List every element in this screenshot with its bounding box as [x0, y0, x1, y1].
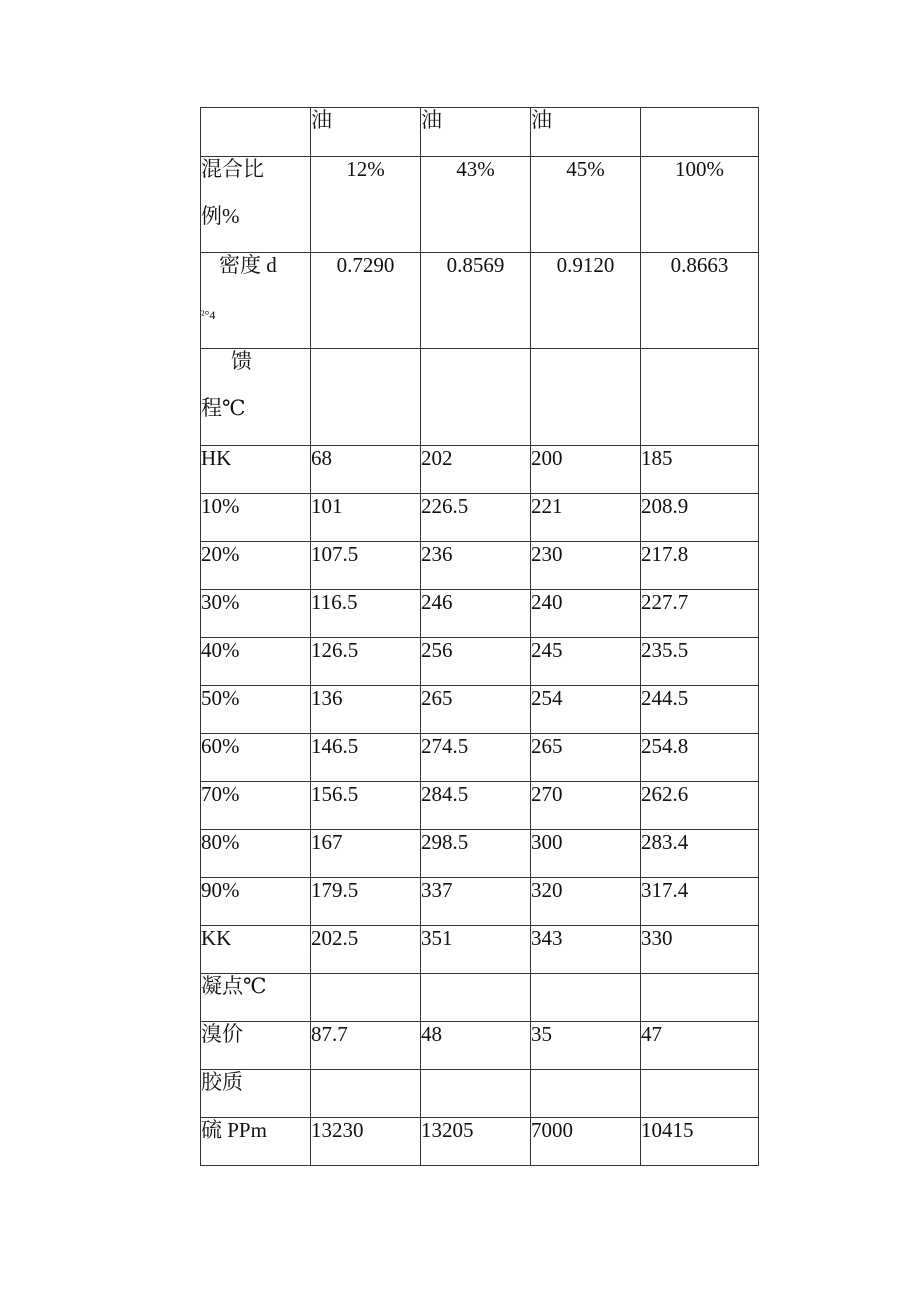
distillation-point-value: 254.8 — [641, 734, 759, 782]
distillation-point-value: 351 — [421, 926, 531, 974]
property-value: 10415 — [641, 1118, 759, 1166]
header-cell-blend — [641, 108, 759, 157]
distillation-point-label: 60% — [201, 734, 311, 782]
distillation-point-value: 284.5 — [421, 782, 531, 830]
distillation-point-value: 317.4 — [641, 878, 759, 926]
distillation-point-row — [201, 734, 759, 782]
distillation-point-value: 300 — [531, 830, 641, 878]
distillation-point-value: 221 — [531, 494, 641, 542]
distillation-point-value: 240 — [531, 590, 641, 638]
property-value: 48 — [421, 1022, 531, 1070]
density-value: 0.8569 — [421, 253, 531, 349]
distillation-point-value: 136 — [311, 686, 421, 734]
property-value — [311, 974, 421, 1022]
empty-cell — [531, 349, 641, 446]
distillation-point-value: 185 — [641, 446, 759, 494]
distillation-point-value: 208.9 — [641, 494, 759, 542]
distillation-point-value: 167 — [311, 830, 421, 878]
distillation-point-label: 80% — [201, 830, 311, 878]
header-cell-oil-3: 油 — [531, 108, 641, 157]
distillation-point-value: 256 — [421, 638, 531, 686]
density-row — [201, 253, 759, 349]
distillation-point-row — [201, 542, 759, 590]
distillation-point-value: 202.5 — [311, 926, 421, 974]
distillation-point-value: 265 — [531, 734, 641, 782]
distillation-point-label: 40% — [201, 638, 311, 686]
distillation-point-row — [201, 686, 759, 734]
property-value — [421, 974, 531, 1022]
distillation-point-value: 343 — [531, 926, 641, 974]
distillation-point-value: 101 — [311, 494, 421, 542]
distillation-point-value: 244.5 — [641, 686, 759, 734]
property-row — [201, 1118, 759, 1166]
mix-ratio-label-line2: 例% — [201, 204, 240, 229]
distillation-point-row — [201, 830, 759, 878]
distillation-label — [201, 349, 311, 446]
distillation-point-label: 10% — [201, 494, 311, 542]
distillation-label-line2: 程℃ — [201, 396, 246, 421]
distillation-point-value: 270 — [531, 782, 641, 830]
distillation-point-row — [201, 590, 759, 638]
distillation-point-value: 330 — [641, 926, 759, 974]
distillation-point-row — [201, 782, 759, 830]
distillation-point-value: 262.6 — [641, 782, 759, 830]
header-cell-oil-1: 油 — [311, 108, 421, 157]
distillation-point-label: 50% — [201, 686, 311, 734]
property-value — [421, 1070, 531, 1118]
distillation-point-value: 283.4 — [641, 830, 759, 878]
property-label: 凝点℃ — [201, 974, 311, 1022]
empty-cell — [641, 349, 759, 446]
property-value — [641, 974, 759, 1022]
distillation-point-value: 179.5 — [311, 878, 421, 926]
property-value — [531, 974, 641, 1022]
distillation-point-label: 90% — [201, 878, 311, 926]
distillation-point-value: 68 — [311, 446, 421, 494]
distillation-point-row — [201, 494, 759, 542]
property-label: 胶质 — [201, 1070, 311, 1118]
empty-cell — [311, 349, 421, 446]
property-value: 35 — [531, 1022, 641, 1070]
distillation-point-label: 20% — [201, 542, 311, 590]
mix-ratio-label-line1: 混合比 — [201, 157, 264, 181]
mix-ratio-value: 45% — [531, 157, 641, 253]
distillation-point-value: 236 — [421, 542, 531, 590]
distillation-point-label: 70% — [201, 782, 311, 830]
density-value: 0.7290 — [311, 253, 421, 349]
distillation-point-value: 298.5 — [421, 830, 531, 878]
distillation-point-row — [201, 446, 759, 494]
oil-blend-properties-table — [200, 107, 759, 1166]
distillation-point-value: 254 — [531, 686, 641, 734]
distillation-point-value: 230 — [531, 542, 641, 590]
mix-ratio-value: 43% — [421, 157, 531, 253]
property-value: 7000 — [531, 1118, 641, 1166]
property-value — [311, 1070, 421, 1118]
header-cell-corner — [201, 108, 311, 157]
distillation-point-value: 107.5 — [311, 542, 421, 590]
distillation-point-row — [201, 638, 759, 686]
distillation-point-value: 246 — [421, 590, 531, 638]
header-row — [201, 108, 759, 157]
mix-ratio-value: 12% — [311, 157, 421, 253]
density-value: 0.8663 — [641, 253, 759, 349]
property-row — [201, 1070, 759, 1118]
distillation-row — [201, 349, 759, 446]
distillation-point-value: 245 — [531, 638, 641, 686]
distillation-point-value: 337 — [421, 878, 531, 926]
property-value — [641, 1070, 759, 1118]
distillation-point-label: 30% — [201, 590, 311, 638]
property-label: 溴价 — [201, 1022, 311, 1070]
distillation-point-value: 320 — [531, 878, 641, 926]
density-label — [201, 253, 311, 349]
distillation-point-row — [201, 926, 759, 974]
property-label: 硫 PPm — [201, 1118, 311, 1166]
property-value: 13205 — [421, 1118, 531, 1166]
distillation-point-row — [201, 878, 759, 926]
distillation-point-label: HK — [201, 446, 311, 494]
distillation-point-value: 126.5 — [311, 638, 421, 686]
mix-ratio-label — [201, 157, 311, 253]
distillation-point-value: 200 — [531, 446, 641, 494]
mix-ratio-row — [201, 157, 759, 253]
density-value: 0.9120 — [531, 253, 641, 349]
property-value — [531, 1070, 641, 1118]
mix-ratio-value: 100% — [641, 157, 759, 253]
density-label-line2: ²°4 — [201, 308, 216, 323]
distillation-point-value: 146.5 — [311, 734, 421, 782]
distillation-point-value: 265 — [421, 686, 531, 734]
distillation-point-value: 116.5 — [311, 590, 421, 638]
distillation-label-line1: 馈 — [231, 349, 252, 373]
distillation-point-value: 156.5 — [311, 782, 421, 830]
property-value: 47 — [641, 1022, 759, 1070]
density-label-line1: 密度 d — [219, 253, 277, 277]
distillation-point-value: 226.5 — [421, 494, 531, 542]
property-row — [201, 974, 759, 1022]
property-value: 13230 — [311, 1118, 421, 1166]
property-row — [201, 1022, 759, 1070]
empty-cell — [421, 349, 531, 446]
property-value: 87.7 — [311, 1022, 421, 1070]
distillation-point-value: 217.8 — [641, 542, 759, 590]
distillation-point-value: 235.5 — [641, 638, 759, 686]
distillation-point-value: 227.7 — [641, 590, 759, 638]
distillation-point-label: KK — [201, 926, 311, 974]
distillation-point-value: 274.5 — [421, 734, 531, 782]
header-cell-oil-2: 油 — [421, 108, 531, 157]
distillation-point-value: 202 — [421, 446, 531, 494]
